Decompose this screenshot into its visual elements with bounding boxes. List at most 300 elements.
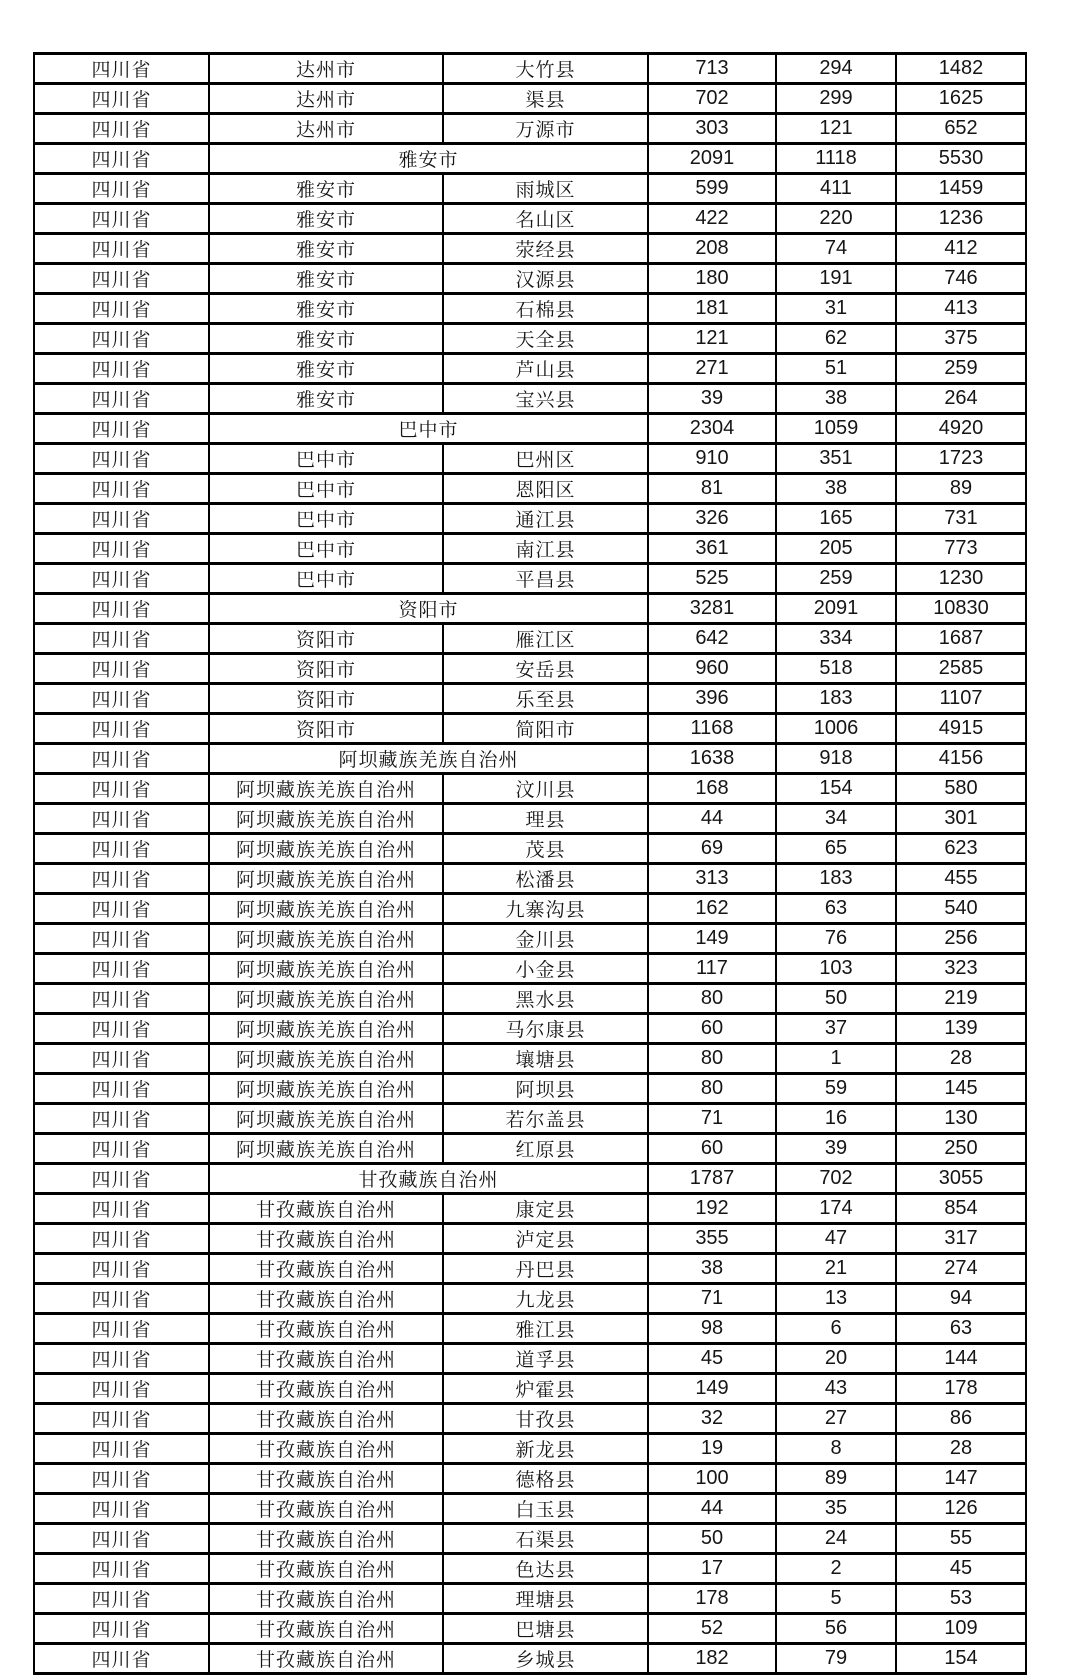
city-merged-cell: 甘孜藏族自治州	[209, 1164, 648, 1194]
value1-cell: 44	[648, 1494, 776, 1524]
city-cell: 雅安市	[209, 264, 443, 294]
value3-cell: 731	[896, 504, 1026, 534]
value2-cell: 43	[776, 1374, 896, 1404]
county-cell: 甘孜县	[443, 1404, 648, 1434]
province-cell: 四川省	[34, 204, 209, 234]
province-cell: 四川省	[34, 624, 209, 654]
value3-cell: 3055	[896, 1164, 1026, 1194]
city-cell: 资阳市	[209, 654, 443, 684]
value2-cell: 174	[776, 1194, 896, 1224]
value3-cell: 139	[896, 1014, 1026, 1044]
city-cell: 阿坝藏族羌族自治州	[209, 894, 443, 924]
value3-cell: 4156	[896, 744, 1026, 774]
value1-cell: 1638	[648, 744, 776, 774]
province-cell: 四川省	[34, 504, 209, 534]
value3-cell: 1236	[896, 204, 1026, 234]
county-cell: 天全县	[443, 324, 648, 354]
value1-cell: 44	[648, 804, 776, 834]
value1-cell: 17	[648, 1554, 776, 1584]
value2-cell: 50	[776, 984, 896, 1014]
province-cell: 四川省	[34, 684, 209, 714]
value1-cell: 313	[648, 864, 776, 894]
value1-cell: 182	[648, 1644, 776, 1674]
value1-cell: 39	[648, 384, 776, 414]
county-row	[34, 1044, 1026, 1074]
province-cell: 四川省	[34, 924, 209, 954]
county-row	[34, 894, 1026, 924]
county-cell: 马尔康县	[443, 1014, 648, 1044]
county-cell: 安岳县	[443, 654, 648, 684]
value1-cell: 180	[648, 264, 776, 294]
county-row	[34, 84, 1026, 114]
city-cell: 甘孜藏族自治州	[209, 1584, 443, 1614]
value2-cell: 38	[776, 384, 896, 414]
county-row	[34, 474, 1026, 504]
value3-cell: 323	[896, 954, 1026, 984]
value1-cell: 361	[648, 534, 776, 564]
value3-cell: 540	[896, 894, 1026, 924]
county-cell: 九寨沟县	[443, 894, 648, 924]
county-cell: 渠县	[443, 84, 648, 114]
city-cell: 甘孜藏族自治州	[209, 1344, 443, 1374]
city-summary-row	[34, 144, 1026, 174]
province-cell: 四川省	[34, 834, 209, 864]
county-cell: 道孚县	[443, 1344, 648, 1374]
city-cell: 雅安市	[209, 384, 443, 414]
county-cell: 石渠县	[443, 1524, 648, 1554]
value3-cell: 53	[896, 1584, 1026, 1614]
city-cell: 阿坝藏族羌族自治州	[209, 1044, 443, 1074]
value2-cell: 183	[776, 684, 896, 714]
value3-cell: 89	[896, 474, 1026, 504]
value1-cell: 355	[648, 1224, 776, 1254]
county-row	[34, 324, 1026, 354]
value2-cell: 259	[776, 564, 896, 594]
value2-cell: 2091	[776, 594, 896, 624]
county-row	[34, 1104, 1026, 1134]
county-cell: 小金县	[443, 954, 648, 984]
county-row	[34, 174, 1026, 204]
county-row	[34, 294, 1026, 324]
county-row	[34, 834, 1026, 864]
province-cell: 四川省	[34, 1404, 209, 1434]
value3-cell: 623	[896, 834, 1026, 864]
county-row	[34, 354, 1026, 384]
value2-cell: 154	[776, 774, 896, 804]
city-cell: 雅安市	[209, 174, 443, 204]
value3-cell: 412	[896, 234, 1026, 264]
city-cell: 甘孜藏族自治州	[209, 1194, 443, 1224]
value3-cell: 45	[896, 1554, 1026, 1584]
province-cell: 四川省	[34, 84, 209, 114]
value2-cell: 47	[776, 1224, 896, 1254]
value3-cell: 580	[896, 774, 1026, 804]
value2-cell: 183	[776, 864, 896, 894]
value3-cell: 178	[896, 1374, 1026, 1404]
value3-cell: 1625	[896, 84, 1026, 114]
county-row	[34, 54, 1026, 84]
city-cell: 甘孜藏族自治州	[209, 1464, 443, 1494]
county-row	[34, 1434, 1026, 1464]
county-row	[34, 954, 1026, 984]
county-row	[34, 264, 1026, 294]
province-cell: 四川省	[34, 654, 209, 684]
city-cell: 阿坝藏族羌族自治州	[209, 864, 443, 894]
county-row	[34, 1014, 1026, 1044]
province-cell: 四川省	[34, 444, 209, 474]
province-cell: 四川省	[34, 1284, 209, 1314]
county-cell: 壤塘县	[443, 1044, 648, 1074]
county-cell: 理塘县	[443, 1584, 648, 1614]
value2-cell: 21	[776, 1254, 896, 1284]
value1-cell: 80	[648, 1074, 776, 1104]
value3-cell: 1230	[896, 564, 1026, 594]
province-cell: 四川省	[34, 414, 209, 444]
city-cell: 资阳市	[209, 624, 443, 654]
value3-cell: 773	[896, 534, 1026, 564]
county-cell: 雨城区	[443, 174, 648, 204]
value2-cell: 34	[776, 804, 896, 834]
value2-cell: 1118	[776, 144, 896, 174]
province-cell: 四川省	[34, 714, 209, 744]
county-row	[34, 1554, 1026, 1584]
value2-cell: 39	[776, 1134, 896, 1164]
value3-cell: 55	[896, 1524, 1026, 1554]
value2-cell: 59	[776, 1074, 896, 1104]
city-summary-row	[34, 594, 1026, 624]
county-cell: 平昌县	[443, 564, 648, 594]
city-cell: 甘孜藏族自治州	[209, 1494, 443, 1524]
value1-cell: 2091	[648, 144, 776, 174]
province-cell: 四川省	[34, 1554, 209, 1584]
value2-cell: 79	[776, 1644, 896, 1674]
province-cell: 四川省	[34, 294, 209, 324]
value2-cell: 13	[776, 1284, 896, 1314]
county-row	[34, 1074, 1026, 1104]
province-cell: 四川省	[34, 1614, 209, 1644]
county-cell: 通江县	[443, 504, 648, 534]
province-cell: 四川省	[34, 1314, 209, 1344]
city-cell: 巴中市	[209, 534, 443, 564]
value1-cell: 81	[648, 474, 776, 504]
province-cell: 四川省	[34, 1014, 209, 1044]
city-cell: 资阳市	[209, 714, 443, 744]
value2-cell: 37	[776, 1014, 896, 1044]
city-cell: 雅安市	[209, 204, 443, 234]
value3-cell: 455	[896, 864, 1026, 894]
value2-cell: 351	[776, 444, 896, 474]
county-cell: 德格县	[443, 1464, 648, 1494]
value3-cell: 4920	[896, 414, 1026, 444]
value2-cell: 918	[776, 744, 896, 774]
county-row	[34, 384, 1026, 414]
value2-cell: 31	[776, 294, 896, 324]
value2-cell: 220	[776, 204, 896, 234]
province-cell: 四川省	[34, 1224, 209, 1254]
value3-cell: 250	[896, 1134, 1026, 1164]
value3-cell: 5530	[896, 144, 1026, 174]
county-row	[34, 1524, 1026, 1554]
county-row	[34, 984, 1026, 1014]
value2-cell: 1059	[776, 414, 896, 444]
value3-cell: 274	[896, 1254, 1026, 1284]
region-statistics-table	[33, 52, 1027, 1675]
value3-cell: 147	[896, 1464, 1026, 1494]
province-cell: 四川省	[34, 894, 209, 924]
county-row	[34, 114, 1026, 144]
value1-cell: 38	[648, 1254, 776, 1284]
city-merged-cell: 雅安市	[209, 144, 648, 174]
value3-cell: 126	[896, 1494, 1026, 1524]
value2-cell: 89	[776, 1464, 896, 1494]
county-cell: 炉霍县	[443, 1374, 648, 1404]
value2-cell: 16	[776, 1104, 896, 1134]
county-cell: 九龙县	[443, 1284, 648, 1314]
value3-cell: 746	[896, 264, 1026, 294]
value1-cell: 702	[648, 84, 776, 114]
value1-cell: 303	[648, 114, 776, 144]
county-row	[34, 684, 1026, 714]
province-cell: 四川省	[34, 1374, 209, 1404]
county-cell: 丹巴县	[443, 1254, 648, 1284]
value1-cell: 599	[648, 174, 776, 204]
province-cell: 四川省	[34, 804, 209, 834]
value1-cell: 2304	[648, 414, 776, 444]
value3-cell: 94	[896, 1284, 1026, 1314]
value3-cell: 219	[896, 984, 1026, 1014]
value3-cell: 154	[896, 1644, 1026, 1674]
value1-cell: 50	[648, 1524, 776, 1554]
city-cell: 阿坝藏族羌族自治州	[209, 1074, 443, 1104]
value2-cell: 56	[776, 1614, 896, 1644]
value2-cell: 35	[776, 1494, 896, 1524]
city-cell: 资阳市	[209, 684, 443, 714]
county-cell: 茂县	[443, 834, 648, 864]
value2-cell: 62	[776, 324, 896, 354]
province-cell: 四川省	[34, 234, 209, 264]
county-row	[34, 1344, 1026, 1374]
value1-cell: 208	[648, 234, 776, 264]
value3-cell: 4915	[896, 714, 1026, 744]
value1-cell: 1787	[648, 1164, 776, 1194]
county-cell: 阿坝县	[443, 1074, 648, 1104]
province-cell: 四川省	[34, 1344, 209, 1374]
city-summary-row	[34, 744, 1026, 774]
county-row	[34, 534, 1026, 564]
value1-cell: 100	[648, 1464, 776, 1494]
value1-cell: 178	[648, 1584, 776, 1614]
value3-cell: 301	[896, 804, 1026, 834]
city-cell: 巴中市	[209, 474, 443, 504]
city-cell: 雅安市	[209, 354, 443, 384]
value2-cell: 74	[776, 234, 896, 264]
value2-cell: 51	[776, 354, 896, 384]
value1-cell: 32	[648, 1404, 776, 1434]
value3-cell: 652	[896, 114, 1026, 144]
value2-cell: 20	[776, 1344, 896, 1374]
province-cell: 四川省	[34, 1074, 209, 1104]
city-cell: 巴中市	[209, 504, 443, 534]
county-cell: 乡城县	[443, 1644, 648, 1674]
value2-cell: 205	[776, 534, 896, 564]
county-row	[34, 624, 1026, 654]
value3-cell: 1107	[896, 684, 1026, 714]
value3-cell: 256	[896, 924, 1026, 954]
value2-cell: 191	[776, 264, 896, 294]
county-cell: 松潘县	[443, 864, 648, 894]
value1-cell: 960	[648, 654, 776, 684]
province-cell: 四川省	[34, 1044, 209, 1074]
city-cell: 阿坝藏族羌族自治州	[209, 804, 443, 834]
value2-cell: 65	[776, 834, 896, 864]
value1-cell: 713	[648, 54, 776, 84]
county-row	[34, 1254, 1026, 1284]
province-cell: 四川省	[34, 534, 209, 564]
county-cell: 巴州区	[443, 444, 648, 474]
value1-cell: 98	[648, 1314, 776, 1344]
value2-cell: 165	[776, 504, 896, 534]
county-cell: 泸定县	[443, 1224, 648, 1254]
province-cell: 四川省	[34, 144, 209, 174]
value1-cell: 80	[648, 984, 776, 1014]
city-cell: 甘孜藏族自治州	[209, 1524, 443, 1554]
city-merged-cell: 资阳市	[209, 594, 648, 624]
city-cell: 雅安市	[209, 234, 443, 264]
city-cell: 巴中市	[209, 564, 443, 594]
city-cell: 甘孜藏族自治州	[209, 1434, 443, 1464]
value2-cell: 38	[776, 474, 896, 504]
value1-cell: 1168	[648, 714, 776, 744]
city-merged-cell: 巴中市	[209, 414, 648, 444]
value2-cell: 299	[776, 84, 896, 114]
value1-cell: 192	[648, 1194, 776, 1224]
county-row	[34, 804, 1026, 834]
county-cell: 乐至县	[443, 684, 648, 714]
county-row	[34, 1374, 1026, 1404]
value3-cell: 1459	[896, 174, 1026, 204]
county-row	[34, 1464, 1026, 1494]
city-cell: 达州市	[209, 84, 443, 114]
value3-cell: 130	[896, 1104, 1026, 1134]
city-cell: 达州市	[209, 54, 443, 84]
value1-cell: 45	[648, 1344, 776, 1374]
county-row	[34, 234, 1026, 264]
value2-cell: 27	[776, 1404, 896, 1434]
value2-cell: 1	[776, 1044, 896, 1074]
county-cell: 恩阳区	[443, 474, 648, 504]
county-cell: 理县	[443, 804, 648, 834]
city-cell: 甘孜藏族自治州	[209, 1224, 443, 1254]
value1-cell: 181	[648, 294, 776, 324]
value2-cell: 411	[776, 174, 896, 204]
city-cell: 巴中市	[209, 444, 443, 474]
county-row	[34, 1494, 1026, 1524]
value3-cell: 10830	[896, 594, 1026, 624]
city-cell: 阿坝藏族羌族自治州	[209, 1134, 443, 1164]
value1-cell: 396	[648, 684, 776, 714]
county-cell: 康定县	[443, 1194, 648, 1224]
province-cell: 四川省	[34, 114, 209, 144]
county-cell: 石棉县	[443, 294, 648, 324]
county-row	[34, 1314, 1026, 1344]
value2-cell: 334	[776, 624, 896, 654]
value3-cell: 28	[896, 1044, 1026, 1074]
county-cell: 万源市	[443, 114, 648, 144]
county-row	[34, 1644, 1026, 1674]
county-row	[34, 714, 1026, 744]
city-summary-row	[34, 1164, 1026, 1194]
province-cell: 四川省	[34, 264, 209, 294]
value3-cell: 1723	[896, 444, 1026, 474]
province-cell: 四川省	[34, 1584, 209, 1614]
table-body	[34, 54, 1026, 1674]
county-row	[34, 654, 1026, 684]
province-cell: 四川省	[34, 1164, 209, 1194]
city-cell: 甘孜藏族自治州	[209, 1284, 443, 1314]
county-row	[34, 1404, 1026, 1434]
value1-cell: 525	[648, 564, 776, 594]
value2-cell: 63	[776, 894, 896, 924]
province-cell: 四川省	[34, 354, 209, 384]
city-cell: 达州市	[209, 114, 443, 144]
city-cell: 阿坝藏族羌族自治州	[209, 1104, 443, 1134]
value3-cell: 28	[896, 1434, 1026, 1464]
county-row	[34, 504, 1026, 534]
value3-cell: 854	[896, 1194, 1026, 1224]
city-cell: 甘孜藏族自治州	[209, 1404, 443, 1434]
county-cell: 汉源县	[443, 264, 648, 294]
province-cell: 四川省	[34, 1194, 209, 1224]
province-cell: 四川省	[34, 774, 209, 804]
value1-cell: 117	[648, 954, 776, 984]
county-row	[34, 1194, 1026, 1224]
value3-cell: 375	[896, 324, 1026, 354]
value3-cell: 86	[896, 1404, 1026, 1434]
county-cell: 白玉县	[443, 1494, 648, 1524]
value2-cell: 1006	[776, 714, 896, 744]
value2-cell: 24	[776, 1524, 896, 1554]
value1-cell: 3281	[648, 594, 776, 624]
value1-cell: 168	[648, 774, 776, 804]
county-cell: 名山区	[443, 204, 648, 234]
county-cell: 雅江县	[443, 1314, 648, 1344]
value1-cell: 60	[648, 1014, 776, 1044]
county-cell: 新龙县	[443, 1434, 648, 1464]
province-cell: 四川省	[34, 1494, 209, 1524]
city-cell: 阿坝藏族羌族自治州	[209, 924, 443, 954]
city-cell: 甘孜藏族自治州	[209, 1644, 443, 1674]
province-cell: 四川省	[34, 1104, 209, 1134]
county-row	[34, 1614, 1026, 1644]
county-row	[34, 1584, 1026, 1614]
county-row	[34, 1134, 1026, 1164]
value1-cell: 162	[648, 894, 776, 924]
county-cell: 芦山县	[443, 354, 648, 384]
value1-cell: 149	[648, 1374, 776, 1404]
county-row	[34, 774, 1026, 804]
value1-cell: 910	[648, 444, 776, 474]
value3-cell: 317	[896, 1224, 1026, 1254]
county-row	[34, 444, 1026, 474]
value1-cell: 71	[648, 1284, 776, 1314]
county-cell: 巴塘县	[443, 1614, 648, 1644]
province-cell: 四川省	[34, 594, 209, 624]
value1-cell: 326	[648, 504, 776, 534]
city-summary-row	[34, 414, 1026, 444]
province-cell: 四川省	[34, 564, 209, 594]
city-cell: 雅安市	[209, 294, 443, 324]
value2-cell: 518	[776, 654, 896, 684]
